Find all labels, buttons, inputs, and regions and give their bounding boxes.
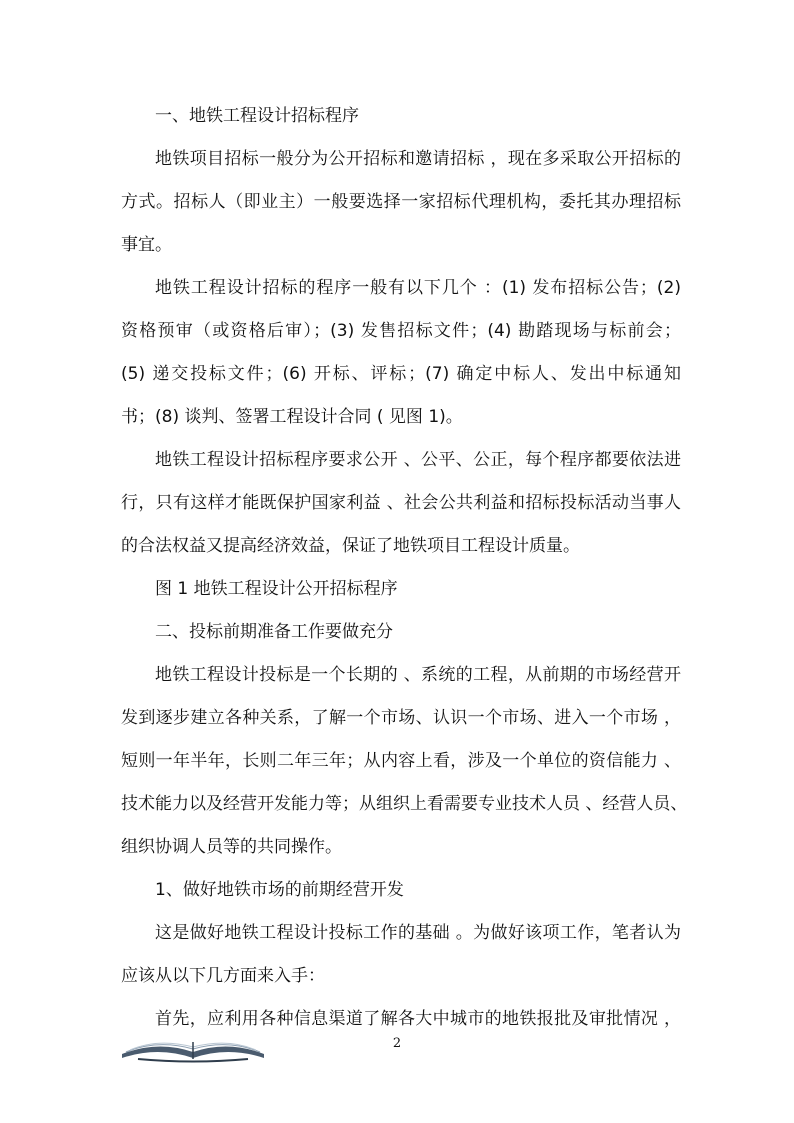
paragraph-line: 发到逐步建立各种关系，了解一个市场、认识一个市场、进入一个市场 ， — [121, 708, 681, 728]
paragraph-line: 应该从以下几方面来入手： — [121, 966, 325, 986]
paragraph-line: 组织协调人员等的共同操作。 — [121, 837, 342, 857]
paragraph-5 — [121, 912, 681, 998]
paragraph-line: 地铁工程设计投标是一个长期的 、系统的工程，从前期的市场经营开 — [155, 665, 681, 685]
paragraph-line: 方式。招标人（即业主）一般要选择一家招标代理机构，委托其办理招标 — [121, 192, 681, 212]
paragraph-line: 地铁工程设计招标程序要求公开 、公平、公正，每个程序都要依法进 — [155, 450, 681, 470]
paragraph-4 — [121, 654, 688, 869]
paragraph-line: 事宜。 — [121, 235, 172, 255]
subsection-heading: 1、做好地铁市场的前期经营开发 — [155, 880, 404, 900]
document-body — [121, 95, 688, 1041]
paragraph-line: (5) 递交投标文件；(6) 开标、评标；(7) 确定中标人、发出中标通知 — [121, 364, 681, 384]
paragraph-line: 首先，应利用各种信息渠道了解各大中城市的地铁报批及审批情况 ， — [155, 1009, 681, 1029]
paragraph-line: 短则一年半年，长则二年三年；从内容上看，涉及一个单位的资信能力 、 — [121, 751, 681, 771]
paragraph-line: 地铁项目招标一般分为公开招标和邀请招标 ，现在多采取公开招标的 — [155, 149, 681, 169]
section-heading-1: 一、地铁工程设计招标程序 — [155, 106, 359, 126]
paragraph-line: 资格预审（或资格后审）；(3) 发售招标文件；(4) 勘踏现场与标前会； — [121, 321, 681, 341]
page-number: 2 — [392, 1036, 402, 1051]
paragraph-2 — [121, 267, 681, 439]
paragraph-line: 书；(8) 谈判、签署工程设计合同 ( 见图 1)。 — [121, 407, 463, 427]
paragraph-line: 技术能力以及经营开发能力等；从组织上看需要专业技术人员 、经营人员、 — [121, 794, 688, 814]
figure-caption: 图 1 地铁工程设计公开招标程序 — [155, 579, 398, 599]
paragraph-1 — [121, 138, 681, 267]
paragraph-line: 行，只有这样才能既保护国家利益 、社会公共利益和招标投标活动当事人 — [121, 493, 681, 513]
paragraph-3 — [121, 439, 681, 568]
paragraph-line: 这是做好地铁工程设计投标工作的基础 。为做好该项工作，笔者认为 — [155, 923, 681, 943]
paragraph-line: 的合法权益又提高经济效益，保证了地铁项目工程设计质量。 — [121, 536, 580, 556]
section-heading-2: 二、投标前期准备工作要做充分 — [155, 622, 393, 642]
paragraph-line: 地铁工程设计招标的程序一般有以下几个 ：(1) 发布招标公告；(2) — [155, 278, 681, 298]
open-book-icon — [118, 1030, 268, 1064]
